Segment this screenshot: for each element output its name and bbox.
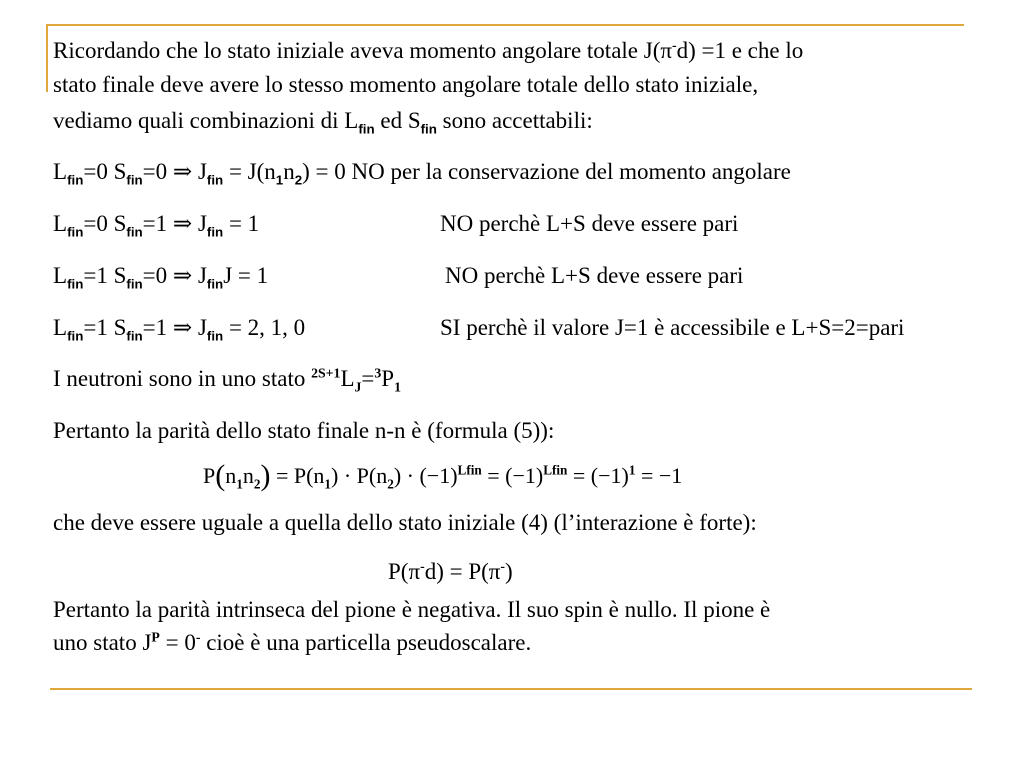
case-3-note: NO perchè L+S deve essere pari bbox=[445, 263, 744, 288]
equality-text: che deve essere uguale a quella dello stato iniziale (4) (l’interazione è forte): bbox=[53, 510, 757, 535]
neutron-state: I neutroni sono in uno stato $^{2S+1}L_J=^3P_1$ bbox=[53, 365, 401, 395]
parity-formula: $P(n_1n_2) = P(n_1) \cdot P(n_2) \cdot (-1)^{Lfin} = (-1)^{Lfin} = (-1)^1 = -1$ bbox=[203, 459, 683, 492]
conclusion-line-1: Pertanto la parità intrinseca del pione è negativa. Il suo spin è nullo. Il pione è bbox=[53, 597, 771, 622]
intro-line-1: Ricordando che lo stato iniziale aveva momento angolare totale J(π-d) =1 e che lo bbox=[53, 37, 804, 63]
pion-parity-equation: P(π-d) = P(π-) bbox=[388, 558, 513, 584]
left-rule bbox=[46, 24, 48, 92]
parity-intro: Pertanto la parità dello stato finale n-n è (formula (5)): bbox=[53, 418, 555, 443]
top-rule bbox=[46, 24, 964, 26]
implies-arrow-icon: ⇒ bbox=[172, 211, 193, 236]
implies-arrow-icon: ⇒ bbox=[172, 315, 193, 340]
implies-arrow-icon: ⇒ bbox=[172, 159, 193, 184]
bottom-rule bbox=[50, 688, 972, 690]
case-1: $L_{fin}=0$ $S_{fin}=0$ ⇒ $J_{fin} = J(n_1n_2) = 0$ NO per la conservazione del momento angolare bbox=[53, 159, 791, 188]
intro-line-2: stato finale deve avere lo stesso momento angolare totale dello stato iniziale, bbox=[53, 72, 759, 97]
case-2-note: NO perchè L+S deve essere pari bbox=[440, 211, 739, 236]
case-3: $L_{fin}=1$ $S_{fin}=0$ ⇒ $J_{fin}J = 1$ bbox=[53, 263, 269, 292]
implies-arrow-icon: ⇒ bbox=[172, 263, 193, 288]
intro-line-3: vediamo quali combinazioni di $L_{fin}$ ed $S_{fin}$ sono accettabili: bbox=[53, 108, 593, 137]
case-4-note: SI perchè il valore J=1 è accessibile e L+S=2=pari bbox=[440, 315, 905, 340]
conclusion-line-2: uno stato $J^P = 0^-$ cioè è una particella pseudoscalare. bbox=[53, 629, 532, 655]
case-2: $L_{fin}=0$ $S_{fin}=1$ ⇒ $J_{fin} = 1$ bbox=[53, 211, 260, 240]
case-4: $L_{fin}=1$ $S_{fin}=1$ ⇒ $J_{fin} = 2$, 1, 0 bbox=[53, 315, 306, 344]
